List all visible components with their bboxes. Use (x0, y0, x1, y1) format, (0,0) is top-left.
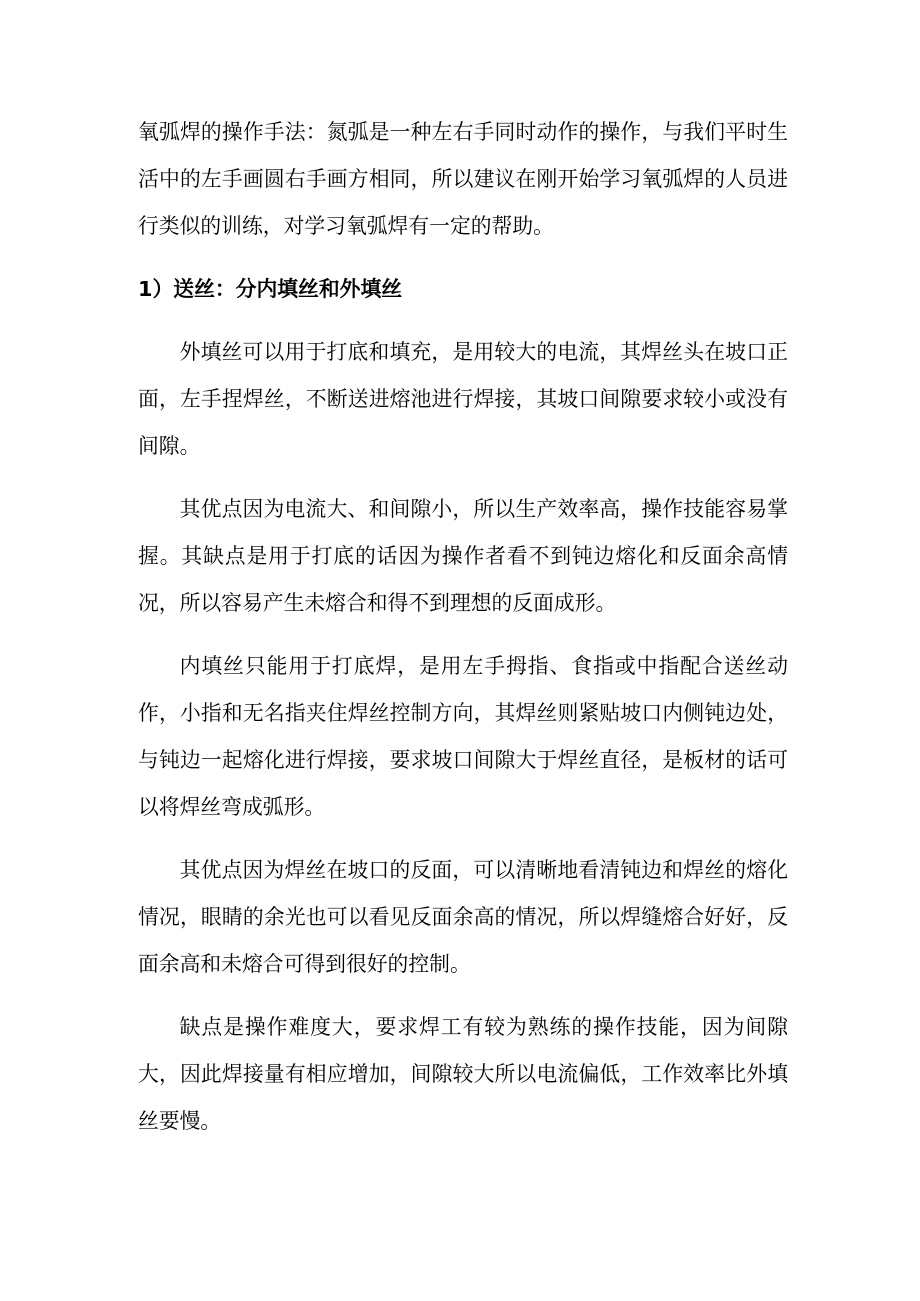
paragraph-outer-advantages: 其优点因为电流大、和间隙小，所以生产效率高，操作技能容易掌握。其缺点是用于打底的话因为操作者看不到钝边熔化和反面余高情况，所以容易产生未熔合和得不到理想的反面成形。 (138, 497, 788, 615)
section-heading: 1）送丝：分内填丝和外填丝 (138, 277, 403, 301)
paragraph-inner-filler: 内填丝只能用于打底焊，是用左手拇指、食指或中指配合送丝动作，小指和无名指夹住焊丝控制方向，其焊丝则紧贴坡口内侧钝边处，与钝边一起熔化进行焊接，要求坡口间隙大于焊丝直径，是板材的话可以将焊丝弯成弧形。 (138, 654, 788, 819)
paragraph-inner-advantages: 其优点因为焊丝在坡口的反面，可以清晰地看清钝边和焊丝的熔化情况，眼睛的余光也可以看见反面余高的情况，所以焊缝熔合好好，反面余高和未熔合可得到很好的控制。 (138, 858, 788, 976)
intro-paragraph: 氧弧焊的操作手法：氮弧是一种左右手同时动作的操作，与我们平时生活中的左手画圆右手画方相同，所以建议在刚开始学习氧弧焊的人员进行类似的训练，对学习氧弧焊有一定的帮助。 (138, 120, 788, 238)
paragraph-outer-filler: 外填丝可以用于打底和填充，是用较大的电流，其焊丝头在坡口正面，左手捏焊丝，不断送进熔池进行焊接，其坡口间隙要求较小或没有间隙。 (138, 340, 788, 458)
paragraph-inner-disadvantages: 缺点是操作难度大，要求焊工有较为熟练的操作技能，因为间隙大，因此焊接量有相应增加，间隙较大所以电流偏低，工作效率比外填丝要慢。 (138, 1015, 788, 1133)
document-body (138, 109, 788, 1161)
